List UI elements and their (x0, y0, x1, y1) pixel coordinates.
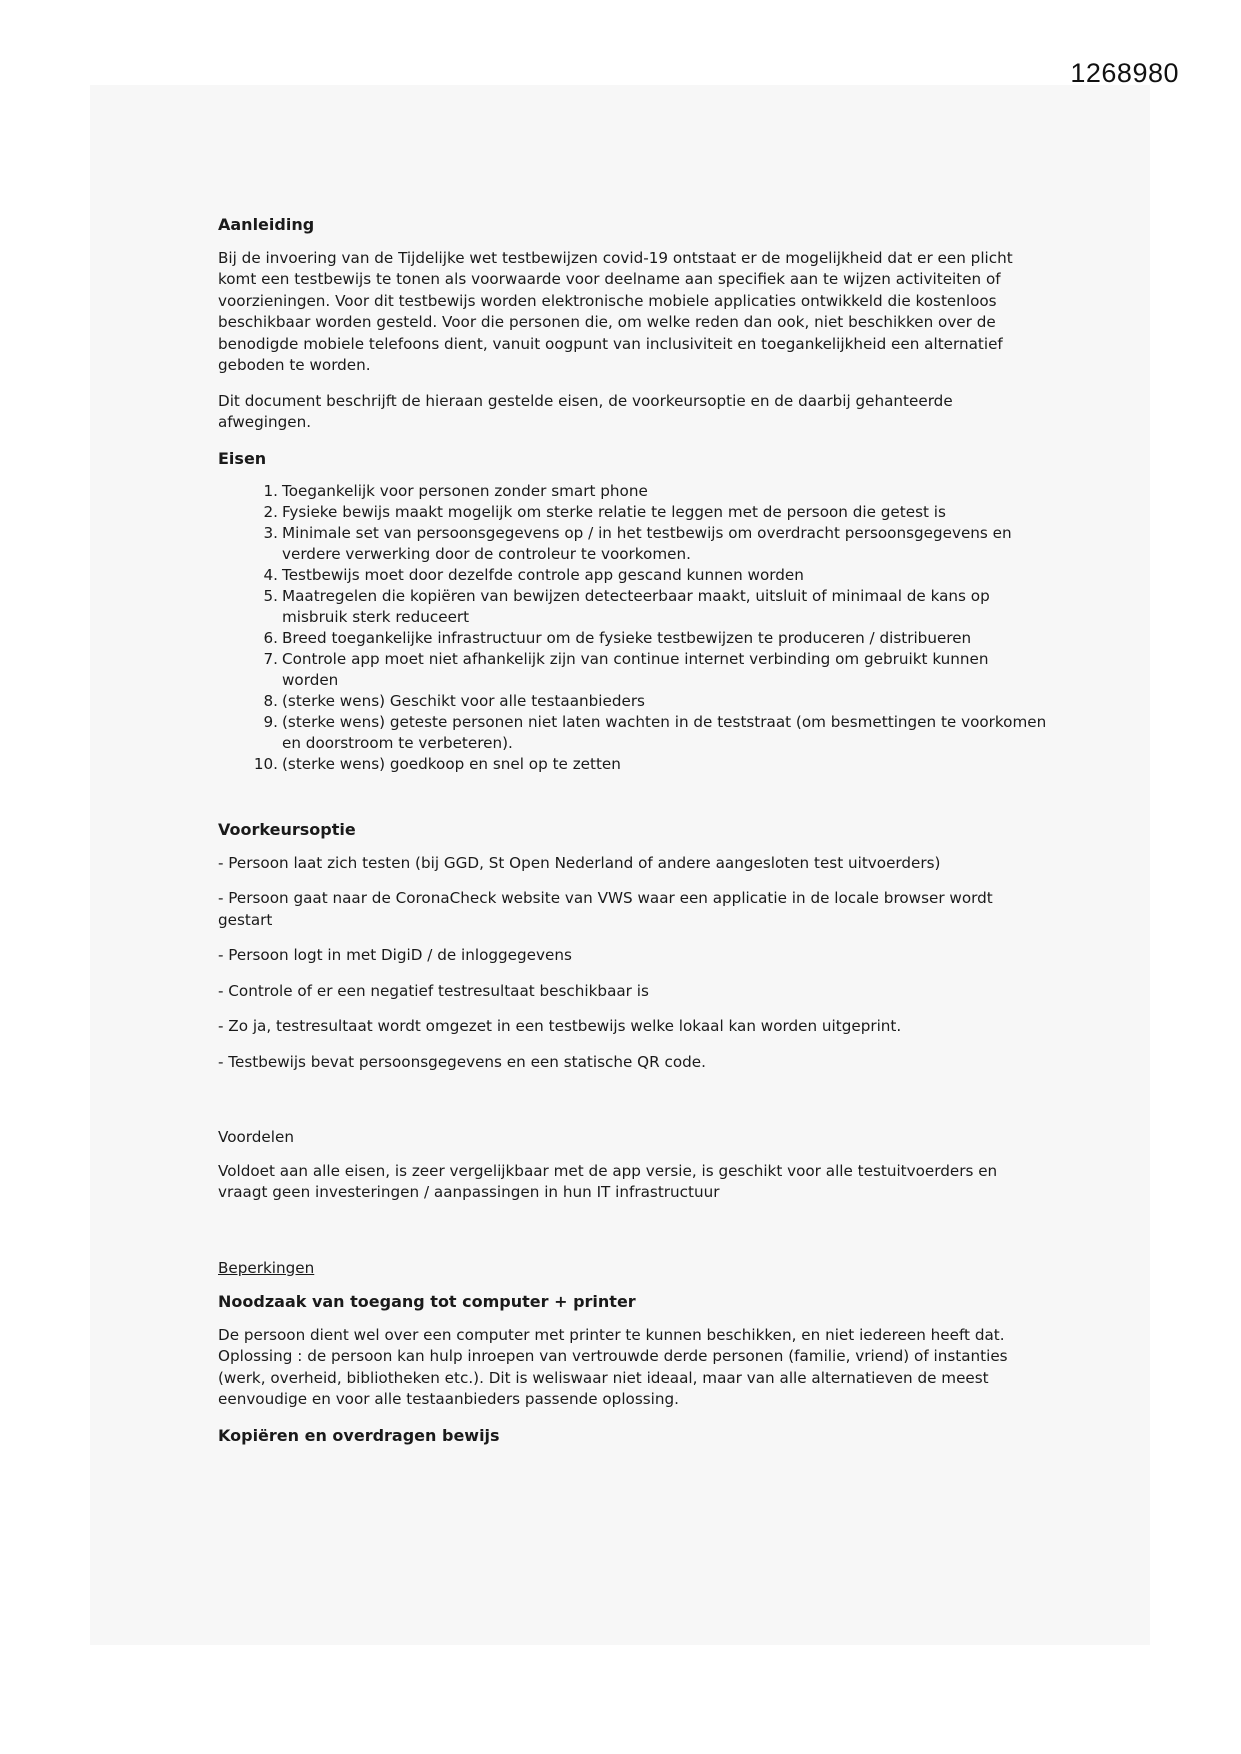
option-step: - Controle of er een negatief testresultaat beschikbaar is (218, 981, 649, 1000)
list-item-text: Testbewijs moet door dezelfde controle app gescand kunnen worden (282, 566, 804, 584)
list-item (218, 502, 1048, 523)
list-item-number: 10. (253, 755, 278, 773)
list-item-number: 6. (263, 629, 278, 647)
list-item (218, 523, 1048, 565)
option-step: - Persoon gaat naar de CoronaCheck website van VWS waar een applicatie in de locale browser wordt gestart (218, 889, 993, 929)
list-item-text: Controle app moet niet afhankelijk zijn van continue internet verbinding om gebruikt kunnen worden (282, 650, 989, 689)
list-item (218, 628, 1048, 649)
subsection-heading-computer-printer: Noodzaak van toegang tot computer + printer (218, 1292, 636, 1311)
list-item-number: 5. (263, 587, 278, 605)
list-item-number: 2. (263, 503, 278, 521)
list-item (218, 712, 1048, 754)
section-heading-voorkeursoptie: Voorkeursoptie (218, 820, 356, 839)
list-item-number: 8. (263, 692, 278, 710)
requirements-list (218, 481, 1048, 775)
section-heading-voordelen: Voordelen (218, 1128, 294, 1146)
option-step: - Testbewijs bevat persoonsgegevens en een statische QR code. (218, 1052, 706, 1071)
list-item-text: Breed toegankelijke infrastructuur om de fysieke testbewijzen te produceren / distribueren (282, 629, 972, 647)
list-item-number: 1. (263, 482, 278, 500)
list-item-text: (sterke wens) goedkoop en snel op te zetten (282, 755, 621, 773)
voordelen-paragraph: Voldoet aan alle eisen, is zeer vergelijkbaar met de app versie, is geschikt voor alle testuitvoerders en vraagt geen investeringen / aanpassingen in hun IT infrastructuur (218, 1161, 998, 1201)
section-heading-beperkingen: Beperkingen (218, 1258, 315, 1277)
option-step: - Persoon logt in met DigiD / de inloggegevens (218, 946, 572, 964)
document-body (218, 214, 1048, 1458)
list-item-text: Toegankelijk voor personen zonder smart phone (282, 482, 648, 500)
computer-printer-paragraph: De persoon dient wel over een computer met printer te kunnen beschikken, en niet iedereen heeft dat. Oplossing : de persoon kan hulp inroepen van vertrouwde derde personen (familie, vriend) of instanties (werk, overheid, bibliotheken etc.). Dit is weliswaar niet ideaal, maar van alle alternatieven de meest eenvoudige en voor alle testaanbieders passende oplossing. (218, 1325, 1008, 1408)
list-item (218, 586, 1048, 628)
list-item-text: Fysieke bewijs maakt mogelijk om sterke relatie te leggen met de persoon die getest is (282, 503, 946, 521)
subsection-heading-kopieren: Kopiëren en overdragen bewijs (218, 1425, 500, 1445)
list-item-number: 9. (263, 713, 278, 731)
list-item-text: Minimale set van persoonsgegevens op / in het testbewijs om overdracht persoonsgegevens en verdere verwerking door de controleur te voorkomen. (282, 524, 1012, 563)
list-item (218, 691, 1048, 712)
list-item-number: 7. (263, 650, 278, 668)
aanleiding-paragraph-1: Bij de invoering van de Tijdelijke wet testbewijzen covid-19 ontstaat er de mogelijkheid dat er een plicht komt een testbewijs te tonen als voorwaarde voor deelname aan specifiek aan te wijzen activiteiten of voorzieningen. Voor dit testbewijs worden elektronische mobiele applicaties ontwikkeld die kostenloos beschikbaar worden gesteld. Voor die personen die, om welke reden dan ook, niet beschikken over de benodigde mobiele telefoons dient, vanuit oogpunt van inclusiviteit en toegankelijkheid een alternatief geboden te worden. (218, 248, 1013, 374)
section-heading-eisen: Eisen (218, 448, 267, 468)
list-item (218, 481, 1048, 502)
aanleiding-paragraph-2: Dit document beschrijft de hieraan gestelde eisen, de voorkeursoptie en de daarbij gehanteerde afwegingen. (218, 391, 953, 431)
section-heading-aanleiding: Aanleiding (218, 215, 315, 234)
document-number: 1268980 (1070, 58, 1179, 88)
list-item-text: Maatregelen die kopiëren van bewijzen detecteerbaar maakt, uitsluit of minimaal de kans op misbruik sterk reduceert (282, 587, 990, 626)
list-item (218, 754, 1048, 775)
option-step: - Persoon laat zich testen (bij GGD, St Open Nederland of andere aangesloten test uitvoerders) (218, 853, 941, 872)
list-item-text: (sterke wens) geteste personen niet laten wachten in de teststraat (om besmettingen te voorkomen en doorstroom te verbeteren). (282, 713, 1047, 752)
list-item-text: (sterke wens) Geschikt voor alle testaanbieders (282, 692, 645, 710)
option-step: - Zo ja, testresultaat wordt omgezet in een testbewijs welke lokaal kan worden uitgeprint. (218, 1017, 902, 1035)
list-item-number: 4. (263, 566, 278, 584)
list-item (218, 649, 1048, 691)
list-item (218, 565, 1048, 586)
list-item-number: 3. (263, 524, 278, 542)
